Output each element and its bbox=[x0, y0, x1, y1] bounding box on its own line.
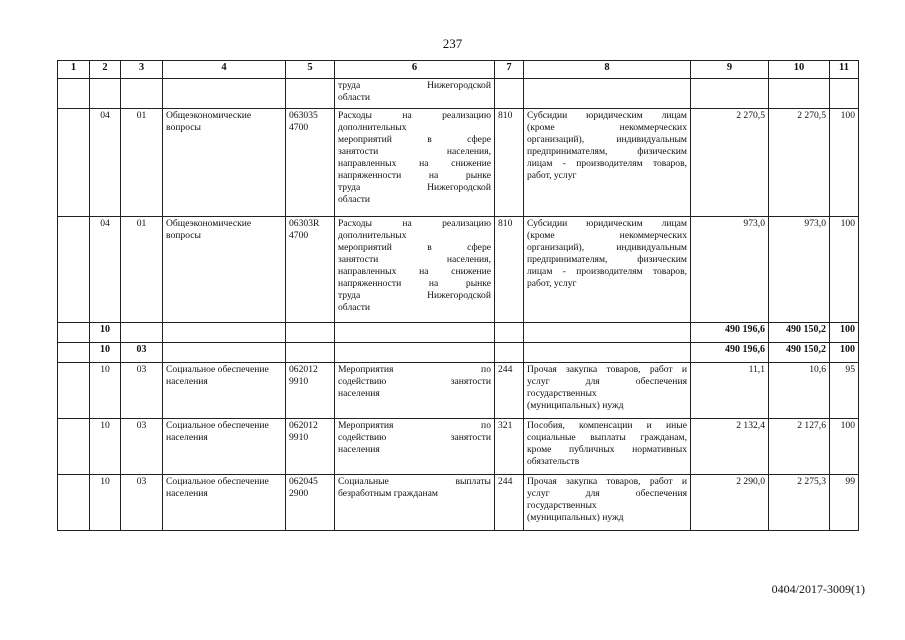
cell-text: 100 bbox=[840, 324, 855, 335]
cell-col-7 bbox=[495, 419, 524, 475]
cell-col-6 bbox=[335, 419, 495, 475]
cell-col-6 bbox=[335, 343, 495, 363]
cell-line: работ, услуг bbox=[527, 278, 577, 289]
cell-col-10 bbox=[769, 79, 830, 109]
cell-col-7 bbox=[495, 217, 524, 323]
cell-col-10 bbox=[769, 217, 830, 323]
cell-col-2 bbox=[90, 323, 121, 343]
cell-line: Субсидии юридическим лицам bbox=[527, 110, 687, 121]
cell-text: 100 bbox=[840, 420, 855, 431]
cell-col-10 bbox=[769, 109, 830, 217]
cell-text: 490 150,2 bbox=[786, 344, 826, 355]
cell-col-2 bbox=[90, 109, 121, 217]
cell-line: дополнительных bbox=[338, 230, 407, 241]
cell-text: 490 196,6 bbox=[725, 324, 765, 335]
col-header-7: 7 bbox=[495, 61, 524, 79]
cell-text: 2 270,5 bbox=[797, 110, 826, 121]
cell-text: 810 bbox=[498, 218, 513, 229]
cell-col-9 bbox=[691, 323, 769, 343]
cell-line: 9910 bbox=[289, 432, 309, 443]
cell-col-8 bbox=[524, 217, 691, 323]
cell-line: Мероприятия по bbox=[338, 420, 491, 431]
cell-line: организаций), индивидуальным bbox=[527, 134, 687, 145]
cell-col-6 bbox=[335, 363, 495, 419]
cell-line: дополнительных bbox=[338, 122, 407, 133]
cell-col-7 bbox=[495, 109, 524, 217]
cell-line: Расходы на реализацию bbox=[338, 110, 491, 121]
cell-text: 01 bbox=[136, 110, 147, 121]
cell-col-9 bbox=[691, 475, 769, 531]
cell-line: 062012 bbox=[289, 420, 318, 431]
cell-col-11 bbox=[830, 419, 859, 475]
cell-line: 062012 bbox=[289, 364, 318, 375]
cell-col-6 bbox=[335, 475, 495, 531]
cell-line: труда Нижегородской bbox=[338, 80, 491, 91]
cell-col-8 bbox=[524, 323, 691, 343]
cell-text: 244 bbox=[498, 476, 513, 487]
cell-col-8 bbox=[524, 343, 691, 363]
cell-text: 2 290,0 bbox=[736, 476, 765, 487]
cell-line: напряженности на рынке bbox=[338, 278, 491, 289]
subtotal-row bbox=[58, 323, 859, 343]
cell-line: работ, услуг bbox=[527, 170, 577, 181]
cell-line: кроме публичных нормативных bbox=[527, 444, 687, 455]
header-row bbox=[58, 61, 859, 79]
cell-text: 810 bbox=[498, 110, 513, 121]
cell-line: предпринимателям, физическим bbox=[527, 254, 687, 265]
cell-line: услуг для обеспечения bbox=[527, 488, 687, 499]
cell-line: области bbox=[338, 194, 371, 205]
table-row bbox=[58, 475, 859, 531]
cell-text: 100 bbox=[840, 218, 855, 229]
cell-line: 9910 bbox=[289, 376, 309, 387]
cell-line: направленных на снижение bbox=[338, 158, 491, 169]
table-body bbox=[58, 79, 859, 531]
cell-col-3 bbox=[121, 363, 163, 419]
col-header-6: 6 bbox=[335, 61, 495, 79]
cell-text: Социальное обеспечение населения bbox=[166, 364, 269, 387]
cell-line: мероприятий в сфере bbox=[338, 134, 491, 145]
cell-col-11 bbox=[830, 217, 859, 323]
cell-col-4 bbox=[163, 419, 286, 475]
cell-col-2 bbox=[90, 363, 121, 419]
cell-col-3 bbox=[121, 419, 163, 475]
cell-col-3 bbox=[121, 109, 163, 217]
cell-col-2 bbox=[90, 343, 121, 363]
cell-text: 10 bbox=[100, 344, 110, 355]
cell-line: 063035 bbox=[289, 110, 318, 121]
cell-col-2 bbox=[90, 79, 121, 109]
cell-text: 100 bbox=[840, 110, 855, 121]
cell-col-5 bbox=[286, 217, 335, 323]
cell-text: 490 196,6 bbox=[725, 344, 765, 355]
cell-line: 2900 bbox=[289, 488, 309, 499]
col-header-8: 8 bbox=[524, 61, 691, 79]
cell-line: услуг для обеспечения bbox=[527, 376, 687, 387]
cell-text: Общеэкономические вопросы bbox=[166, 110, 252, 133]
cell-line: лицам - производителям товаров, bbox=[527, 266, 687, 277]
cell-col-9 bbox=[691, 217, 769, 323]
cell-text: 10 bbox=[100, 324, 110, 335]
cell-col-10 bbox=[769, 475, 830, 531]
cell-col-1 bbox=[58, 343, 90, 363]
cell-col-9 bbox=[691, 343, 769, 363]
cell-text: 2 132,4 bbox=[736, 420, 765, 431]
cell-col-11 bbox=[830, 363, 859, 419]
cell-line: 062045 bbox=[289, 476, 318, 487]
cell-line: (муниципальных) нужд bbox=[527, 512, 624, 523]
cell-line: содействию занятости bbox=[338, 432, 491, 443]
cell-col-3 bbox=[121, 79, 163, 109]
cell-text: 03 bbox=[136, 344, 147, 355]
cell-line: обязательств bbox=[527, 456, 580, 467]
cell-line: (кроме некоммерческих bbox=[527, 122, 687, 133]
cell-col-3 bbox=[121, 323, 163, 343]
cell-line: занятости населения, bbox=[338, 254, 491, 265]
cell-col-3 bbox=[121, 475, 163, 531]
cell-line: предпринимателям, физическим bbox=[527, 146, 687, 157]
cell-col-5 bbox=[286, 109, 335, 217]
cell-line: Прочая закупка товаров, работ и bbox=[527, 364, 687, 375]
cell-line: (муниципальных) нужд bbox=[527, 400, 624, 411]
cell-col-1 bbox=[58, 323, 90, 343]
cell-col-9 bbox=[691, 363, 769, 419]
cell-col-11 bbox=[830, 109, 859, 217]
cell-line: труда Нижегородской bbox=[338, 290, 491, 301]
cell-line: направленных на снижение bbox=[338, 266, 491, 277]
cell-line: Расходы на реализацию bbox=[338, 218, 491, 229]
cell-line: Прочая закупка товаров, работ и bbox=[527, 476, 687, 487]
cell-text: 2 127,6 bbox=[797, 420, 826, 431]
cell-col-5 bbox=[286, 475, 335, 531]
budget-table bbox=[57, 60, 859, 531]
cell-col-10 bbox=[769, 323, 830, 343]
cell-line: Мероприятия по bbox=[338, 364, 491, 375]
cell-col-9 bbox=[691, 419, 769, 475]
col-header-1: 1 bbox=[58, 61, 90, 79]
cell-col-5 bbox=[286, 363, 335, 419]
cell-col-7 bbox=[495, 363, 524, 419]
cell-col-8 bbox=[524, 363, 691, 419]
cell-text: 2 270,5 bbox=[736, 110, 765, 121]
cell-line: области bbox=[338, 302, 371, 313]
cell-line: Субсидии юридическим лицам bbox=[527, 218, 687, 229]
cell-col-5 bbox=[286, 323, 335, 343]
col-header-9: 9 bbox=[691, 61, 769, 79]
cell-text: 95 bbox=[845, 364, 855, 375]
cell-line: 4700 bbox=[289, 230, 309, 241]
cell-text: Социальное обеспечение населения bbox=[166, 476, 269, 499]
table-row bbox=[58, 217, 859, 323]
cell-line: государственных bbox=[527, 500, 597, 511]
cell-col-11 bbox=[830, 475, 859, 531]
cell-col-10 bbox=[769, 343, 830, 363]
cell-col-2 bbox=[90, 217, 121, 323]
cell-line: государственных bbox=[527, 388, 597, 399]
cell-col-4 bbox=[163, 343, 286, 363]
cell-line: Социальные выплаты bbox=[338, 476, 491, 487]
cell-col-4 bbox=[163, 217, 286, 323]
cell-line: содействию занятости bbox=[338, 376, 491, 387]
cell-line: Пособия, компенсации и иные bbox=[527, 420, 687, 431]
cell-col-10 bbox=[769, 419, 830, 475]
table-row bbox=[58, 109, 859, 217]
cell-line: области bbox=[338, 92, 371, 103]
cell-col-2 bbox=[90, 475, 121, 531]
cell-text: 10 bbox=[100, 476, 110, 487]
cell-text: 10,6 bbox=[809, 364, 826, 375]
cell-col-8 bbox=[524, 79, 691, 109]
cell-line: населения bbox=[338, 388, 380, 399]
cell-col-6 bbox=[335, 109, 495, 217]
cell-text: 490 150,2 bbox=[786, 324, 826, 335]
table-row bbox=[58, 79, 859, 109]
cell-line: мероприятий в сфере bbox=[338, 242, 491, 253]
cell-col-1 bbox=[58, 79, 90, 109]
cell-col-4 bbox=[163, 109, 286, 217]
cell-col-1 bbox=[58, 217, 90, 323]
col-header-5: 5 bbox=[286, 61, 335, 79]
col-header-4: 4 bbox=[163, 61, 286, 79]
col-header-3: 3 bbox=[121, 61, 163, 79]
cell-text: 10 bbox=[100, 420, 110, 431]
cell-text: 03 bbox=[136, 364, 147, 375]
cell-text: 2 275,3 bbox=[797, 476, 826, 487]
cell-text: 01 bbox=[136, 218, 147, 229]
cell-col-11 bbox=[830, 79, 859, 109]
cell-line: (кроме некоммерческих bbox=[527, 230, 687, 241]
table-row bbox=[58, 419, 859, 475]
cell-col-4 bbox=[163, 475, 286, 531]
cell-col-7 bbox=[495, 475, 524, 531]
cell-col-9 bbox=[691, 109, 769, 217]
col-header-2: 2 bbox=[90, 61, 121, 79]
cell-text: 03 bbox=[136, 476, 147, 487]
cell-col-10 bbox=[769, 363, 830, 419]
cell-col-11 bbox=[830, 323, 859, 343]
cell-line: лицам - производителям товаров, bbox=[527, 158, 687, 169]
cell-text: 100 bbox=[840, 344, 855, 355]
cell-col-4 bbox=[163, 363, 286, 419]
cell-col-8 bbox=[524, 109, 691, 217]
cell-col-8 bbox=[524, 419, 691, 475]
cell-line: безработным гражданам bbox=[338, 488, 438, 499]
cell-col-1 bbox=[58, 475, 90, 531]
cell-text: 244 bbox=[498, 364, 513, 375]
cell-line: населения bbox=[338, 444, 380, 455]
cell-col-6 bbox=[335, 217, 495, 323]
cell-col-8 bbox=[524, 475, 691, 531]
cell-col-1 bbox=[58, 363, 90, 419]
document-code: 0404/2017-3009(1) bbox=[771, 582, 865, 596]
cell-line: напряженности на рынке bbox=[338, 170, 491, 181]
cell-text: Социальное обеспечение населения bbox=[166, 420, 269, 443]
cell-col-7 bbox=[495, 323, 524, 343]
col-header-11: 11 bbox=[830, 61, 859, 79]
cell-col-2 bbox=[90, 419, 121, 475]
subtotal-row bbox=[58, 343, 859, 363]
cell-col-3 bbox=[121, 343, 163, 363]
cell-line: 06303R bbox=[289, 218, 320, 229]
cell-text: 04 bbox=[100, 110, 110, 121]
cell-text: 973,0 bbox=[743, 218, 765, 229]
cell-text: 11,1 bbox=[748, 364, 765, 375]
cell-col-5 bbox=[286, 419, 335, 475]
cell-col-5 bbox=[286, 343, 335, 363]
cell-col-5 bbox=[286, 79, 335, 109]
cell-col-4 bbox=[163, 323, 286, 343]
cell-text: 04 bbox=[100, 218, 110, 229]
cell-col-6 bbox=[335, 79, 495, 109]
cell-line: социальные выплаты гражданам, bbox=[527, 432, 687, 443]
cell-col-9 bbox=[691, 79, 769, 109]
cell-col-6 bbox=[335, 323, 495, 343]
cell-line: 4700 bbox=[289, 122, 309, 133]
page-number: 237 bbox=[442, 36, 463, 51]
cell-col-7 bbox=[495, 343, 524, 363]
cell-text: 03 bbox=[136, 420, 147, 431]
cell-text: 321 bbox=[498, 420, 513, 431]
cell-line: организаций), индивидуальным bbox=[527, 242, 687, 253]
table-row bbox=[58, 363, 859, 419]
cell-line: занятости населения, bbox=[338, 146, 491, 157]
cell-text: Общеэкономические вопросы bbox=[166, 218, 252, 241]
cell-text: 973,0 bbox=[804, 218, 826, 229]
col-header-10: 10 bbox=[769, 61, 830, 79]
cell-col-1 bbox=[58, 419, 90, 475]
cell-col-3 bbox=[121, 217, 163, 323]
cell-col-7 bbox=[495, 79, 524, 109]
cell-text: 99 bbox=[845, 476, 855, 487]
cell-col-4 bbox=[163, 79, 286, 109]
cell-line: труда Нижегородской bbox=[338, 182, 491, 193]
cell-col-1 bbox=[58, 109, 90, 217]
cell-text: 10 bbox=[100, 364, 110, 375]
cell-col-11 bbox=[830, 343, 859, 363]
